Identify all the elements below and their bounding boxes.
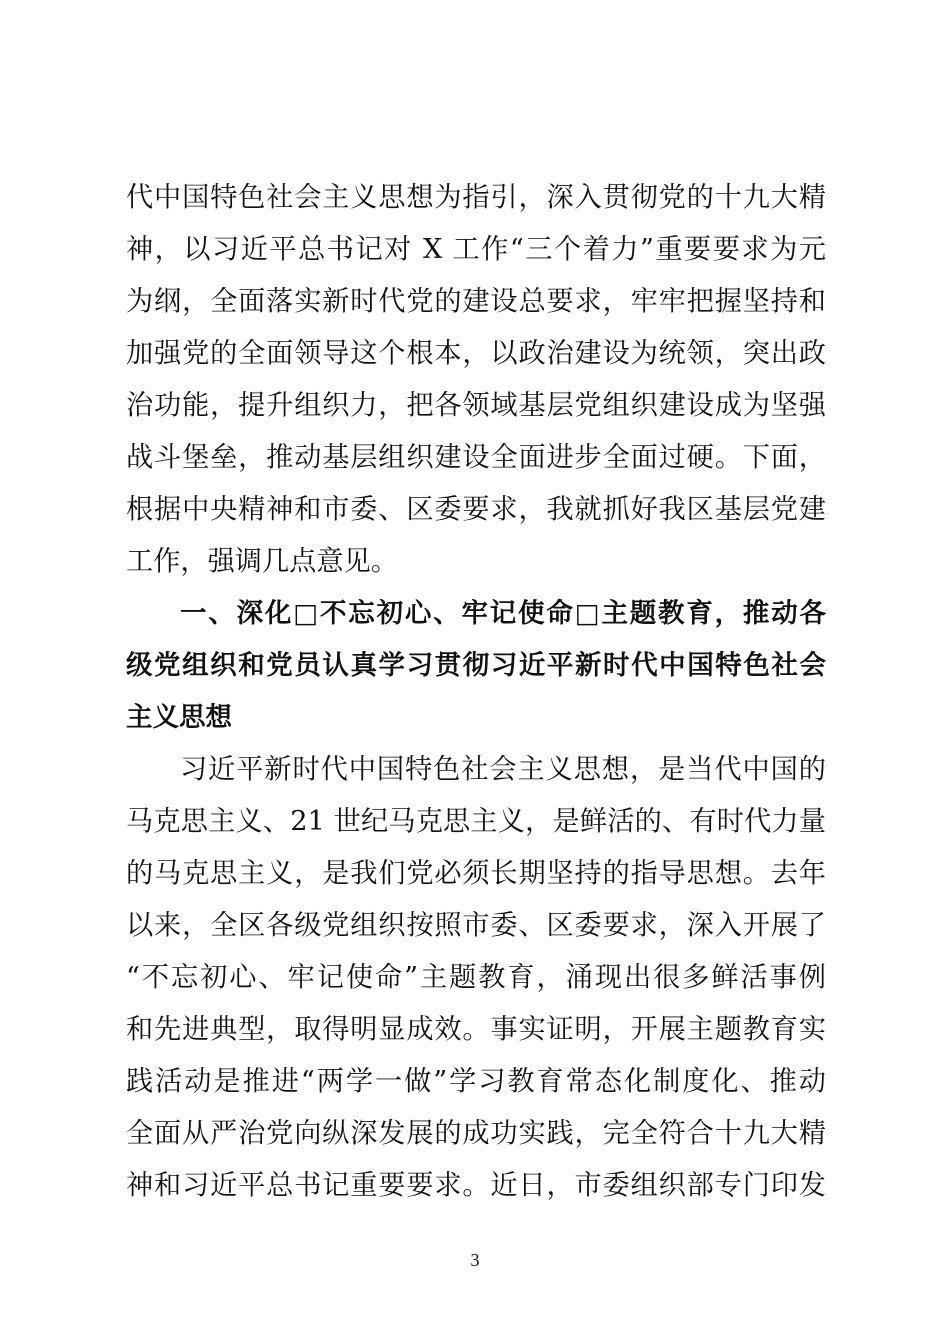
text-line: 全面从严治党向纵深发展的成功实践，完全符合十九大精 — [126, 1118, 826, 1149]
text-line: 的马克思主义，是我们党必须长期坚持的指导思想。去年 — [126, 858, 826, 889]
text-line: 马克思主义、21 世纪马克思主义，是鲜活的、有时代力量 — [126, 806, 826, 837]
text-line: 践活动是推进“两学一做”学习教育常态化制度化、推动 — [126, 1066, 826, 1097]
heading-line: 级党组织和党员认真学习贯彻习近平新时代中国特色社会 — [126, 650, 826, 681]
text-line: 神和习近平总书记重要要求。近日，市委组织部专门印发 — [126, 1170, 826, 1201]
text-line: 加强党的全面领导这个根本，以政治建设为统领，突出政 — [126, 338, 826, 369]
paragraph-2 — [126, 744, 826, 1212]
text-line: 和先进典型，取得明显成效。事实证明，开展主题教育实 — [126, 1014, 826, 1045]
text-line: 习近平新时代中国特色社会主义思想，是当代中国的 — [180, 754, 826, 785]
page-number: 3 — [470, 1250, 480, 1270]
text-line: 战斗堡垒，推动基层组织建设全面进步全面过硬。下面， — [126, 442, 826, 473]
text-line: 为纲，全面落实新时代党的建设总要求，牢牢把握坚持和 — [126, 286, 826, 317]
text-line: 以来，全区各级党组织按照市委、区委要求，深入开展了 — [126, 910, 826, 941]
text-line: 神，以习近平总书记对 X 工作“三个着力”重要要求为元 — [126, 234, 826, 265]
text-line: 代中国特色社会主义思想为指引，深入贯彻党的十九大精 — [126, 182, 826, 213]
text-line: 根据中央精神和市委、区委要求，我就抓好我区基层党建 — [126, 494, 826, 525]
paragraph-1 — [126, 172, 826, 588]
text-line: “不忘初心、牢记使命”主题教育，涌现出很多鲜活事例 — [126, 962, 826, 993]
text-line: 工作，强调几点意见。 — [126, 546, 398, 577]
heading-line: 主义思想 — [126, 702, 232, 733]
document-body — [126, 172, 826, 1212]
text-line: 治功能，提升组织力，把各领域基层党组织建设成为坚强 — [126, 390, 826, 421]
heading-line: 一、深化□不忘初心、牢记使命□主题教育，推动各 — [180, 598, 826, 629]
section-heading-1 — [126, 588, 826, 744]
